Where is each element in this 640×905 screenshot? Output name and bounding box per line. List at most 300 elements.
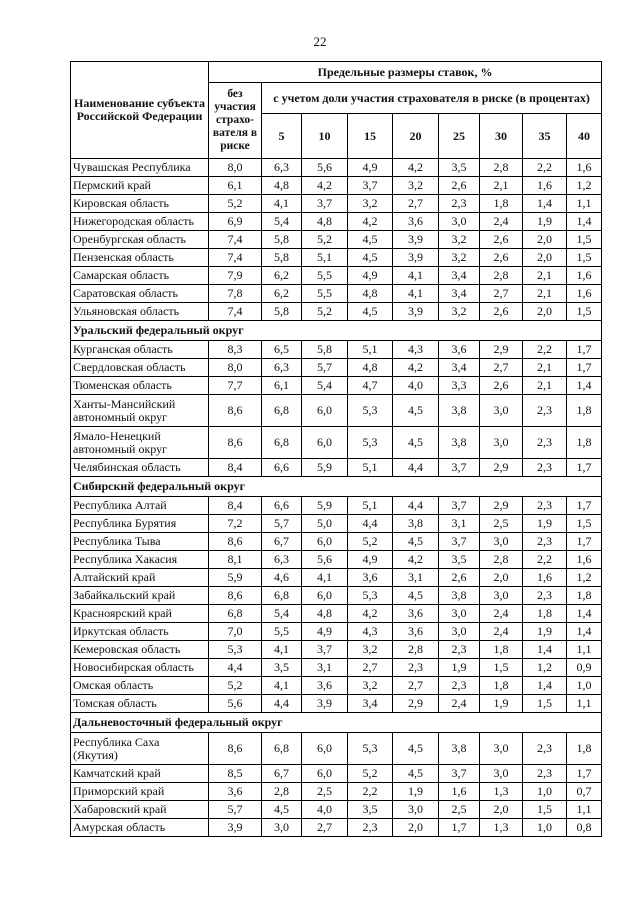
share-rate-cell: 1,7 [567, 341, 602, 359]
share-rate-cell: 1,7 [567, 497, 602, 515]
share-rate-cell: 2,6 [439, 569, 480, 587]
table-row [71, 515, 602, 533]
share-rate-cell: 5,4 [262, 213, 302, 231]
share-rate-cell: 3,1 [393, 569, 439, 587]
share-rate-cell: 6,0 [302, 395, 348, 427]
share-rate-cell: 2,7 [480, 359, 523, 377]
share-percent-header: 30 [480, 114, 523, 159]
table-body [71, 159, 602, 837]
share-rate-cell: 2,2 [348, 783, 393, 801]
table-row [71, 783, 602, 801]
share-rate-cell: 2,6 [480, 377, 523, 395]
share-rate-cell: 2,3 [439, 195, 480, 213]
share-rate-cell: 2,3 [348, 819, 393, 837]
share-rate-cell: 4,4 [262, 695, 302, 713]
share-rate-cell: 4,2 [348, 605, 393, 623]
share-rate-cell: 3,0 [480, 427, 523, 459]
table-row [71, 303, 602, 321]
share-rate-cell: 3,8 [439, 427, 480, 459]
share-rate-cell: 6,0 [302, 765, 348, 783]
share-rate-cell: 1,2 [567, 569, 602, 587]
share-rate-cell: 1,4 [567, 623, 602, 641]
share-rate-cell: 3,1 [439, 515, 480, 533]
share-rate-cell: 2,3 [523, 497, 567, 515]
share-rate-cell: 4,2 [302, 177, 348, 195]
region-name-cell: Красноярский край [71, 605, 209, 623]
share-rate-cell: 6,6 [262, 459, 302, 477]
table-row [71, 533, 602, 551]
share-rate-cell: 1,4 [567, 377, 602, 395]
table-row [71, 195, 602, 213]
with-share-header: с учетом доли участия страхователя в риске (в процентах) [262, 83, 602, 114]
share-rate-cell: 1,4 [523, 641, 567, 659]
share-rate-cell: 4,8 [262, 177, 302, 195]
share-rate-cell: 2,8 [393, 641, 439, 659]
table-row [71, 497, 602, 515]
share-rate-cell: 2,3 [523, 459, 567, 477]
share-rate-cell: 1,6 [567, 159, 602, 177]
table-row [71, 359, 602, 377]
region-name-cell: Свердловская область [71, 359, 209, 377]
share-rate-cell: 1,6 [523, 569, 567, 587]
district-row [71, 713, 602, 733]
no-share-rate-cell: 5,3 [209, 641, 262, 659]
share-rate-cell: 1,3 [480, 783, 523, 801]
share-rate-cell: 1,6 [439, 783, 480, 801]
share-rate-cell: 2,8 [480, 551, 523, 569]
share-rate-cell: 3,8 [439, 587, 480, 605]
share-rate-cell: 5,6 [302, 551, 348, 569]
no-share-rate-cell: 5,2 [209, 677, 262, 695]
share-rate-cell: 3,7 [302, 641, 348, 659]
share-rate-cell: 5,1 [302, 249, 348, 267]
region-name-cell: Забайкальский край [71, 587, 209, 605]
page-number: 22 [313, 34, 327, 49]
table-row [71, 267, 602, 285]
no-share-rate-cell: 8,1 [209, 551, 262, 569]
no-share-rate-cell: 8,6 [209, 395, 262, 427]
region-name-cell: Тюменская область [71, 377, 209, 395]
no-share-rate-cell: 6,8 [209, 605, 262, 623]
region-name-cell: Оренбургская область [71, 231, 209, 249]
share-rate-cell: 3,6 [348, 569, 393, 587]
share-rate-cell: 3,0 [480, 733, 523, 765]
share-rate-cell: 1,1 [567, 641, 602, 659]
share-rate-cell: 1,7 [567, 765, 602, 783]
share-rate-cell: 1,5 [567, 231, 602, 249]
share-rate-cell: 2,1 [523, 285, 567, 303]
share-rate-cell: 3,8 [393, 515, 439, 533]
share-rate-cell: 3,7 [348, 177, 393, 195]
region-name-cell: Ульяновская область [71, 303, 209, 321]
share-rate-cell: 2,8 [480, 159, 523, 177]
table-row [71, 551, 602, 569]
share-rate-cell: 2,2 [523, 341, 567, 359]
table-row [71, 395, 602, 427]
share-rate-cell: 3,9 [302, 695, 348, 713]
share-rate-cell: 1,9 [393, 783, 439, 801]
share-rate-cell: 5,3 [348, 733, 393, 765]
table-row [71, 765, 602, 783]
table-row [71, 819, 602, 837]
share-rate-cell: 4,2 [393, 159, 439, 177]
no-share-rate-cell: 8,0 [209, 359, 262, 377]
no-share-rate-cell: 7,4 [209, 249, 262, 267]
share-rate-cell: 3,2 [348, 641, 393, 659]
share-rate-cell: 4,8 [302, 213, 348, 231]
region-name-cell: Саратовская область [71, 285, 209, 303]
region-name-cell: Алтайский край [71, 569, 209, 587]
region-name-cell: Кемеровская область [71, 641, 209, 659]
share-rate-cell: 6,7 [262, 765, 302, 783]
no-share-rate-cell: 7,9 [209, 267, 262, 285]
region-name-cell: Пермский край [71, 177, 209, 195]
table-header [71, 62, 602, 159]
share-rate-cell: 5,8 [262, 249, 302, 267]
share-rate-cell: 3,7 [439, 765, 480, 783]
share-rate-cell: 4,7 [348, 377, 393, 395]
share-rate-cell: 4,2 [348, 213, 393, 231]
share-rate-cell: 3,9 [393, 231, 439, 249]
share-rate-cell: 5,4 [302, 377, 348, 395]
share-rate-cell: 2,3 [523, 427, 567, 459]
share-percent-header: 10 [302, 114, 348, 159]
share-rate-cell: 2,8 [262, 783, 302, 801]
share-rate-cell: 4,3 [348, 623, 393, 641]
share-rate-cell: 6,0 [302, 427, 348, 459]
share-rate-cell: 2,6 [480, 249, 523, 267]
share-rate-cell: 1,8 [480, 195, 523, 213]
share-rate-cell: 3,7 [439, 497, 480, 515]
share-rate-cell: 1,9 [480, 695, 523, 713]
share-rate-cell: 4,2 [393, 551, 439, 569]
table-row [71, 695, 602, 713]
share-rate-cell: 4,5 [393, 733, 439, 765]
share-rate-cell: 3,7 [439, 533, 480, 551]
share-rate-cell: 3,0 [393, 801, 439, 819]
table-row [71, 231, 602, 249]
region-name-cell: Республика Бурятия [71, 515, 209, 533]
table-row [71, 285, 602, 303]
district-row [71, 321, 602, 341]
share-rate-cell: 1,4 [567, 605, 602, 623]
share-rate-cell: 4,1 [262, 195, 302, 213]
share-rate-cell: 2,6 [480, 303, 523, 321]
share-rate-cell: 6,3 [262, 359, 302, 377]
share-rate-cell: 6,2 [262, 285, 302, 303]
share-rate-cell: 1,8 [480, 641, 523, 659]
share-rate-cell: 2,0 [393, 819, 439, 837]
share-rate-cell: 2,1 [480, 177, 523, 195]
share-rate-cell: 1,5 [567, 249, 602, 267]
share-rate-cell: 1,8 [567, 395, 602, 427]
share-rate-cell: 1,0 [523, 783, 567, 801]
share-rate-cell: 4,5 [393, 533, 439, 551]
share-rate-cell: 5,1 [348, 459, 393, 477]
share-rate-cell: 4,5 [393, 395, 439, 427]
share-rate-cell: 4,1 [302, 569, 348, 587]
share-rate-cell: 5,1 [348, 341, 393, 359]
no-share-rate-cell: 8,3 [209, 341, 262, 359]
share-rate-cell: 1,7 [567, 359, 602, 377]
share-rate-cell: 4,5 [348, 249, 393, 267]
region-name-cell: Республика Хакасия [71, 551, 209, 569]
share-rate-cell: 4,9 [348, 551, 393, 569]
share-rate-cell: 2,4 [480, 623, 523, 641]
share-rate-cell: 0,9 [567, 659, 602, 677]
district-row [71, 477, 602, 497]
share-rate-cell: 6,7 [262, 533, 302, 551]
share-rate-cell: 1,0 [567, 677, 602, 695]
share-rate-cell: 3,4 [439, 285, 480, 303]
no-share-rate-cell: 3,6 [209, 783, 262, 801]
share-rate-cell: 5,9 [302, 459, 348, 477]
no-share-rate-cell: 7,0 [209, 623, 262, 641]
share-rate-cell: 5,0 [302, 515, 348, 533]
share-rate-cell: 5,4 [262, 605, 302, 623]
share-rate-cell: 4,5 [262, 801, 302, 819]
share-percent-header: 20 [393, 114, 439, 159]
region-name-cell: Новосибирская область [71, 659, 209, 677]
share-rate-cell: 3,8 [439, 733, 480, 765]
region-name-cell: Республика Тыва [71, 533, 209, 551]
share-rate-cell: 2,6 [480, 231, 523, 249]
share-rate-cell: 1,7 [567, 459, 602, 477]
share-rate-cell: 3,0 [262, 819, 302, 837]
table-row [71, 677, 602, 695]
table-row [71, 801, 602, 819]
share-rate-cell: 2,3 [523, 587, 567, 605]
share-rate-cell: 3,7 [302, 195, 348, 213]
share-rate-cell: 3,4 [348, 695, 393, 713]
share-rate-cell: 6,3 [262, 551, 302, 569]
share-rate-cell: 6,5 [262, 341, 302, 359]
share-rate-cell: 2,5 [302, 783, 348, 801]
region-name-cell: Курганская область [71, 341, 209, 359]
share-percent-header: 5 [262, 114, 302, 159]
share-rate-cell: 1,7 [567, 533, 602, 551]
region-name-cell: Кировская область [71, 195, 209, 213]
table-row [71, 341, 602, 359]
share-rate-cell: 3,2 [439, 303, 480, 321]
share-rate-cell: 1,6 [567, 285, 602, 303]
share-rate-cell: 4,9 [348, 267, 393, 285]
region-name-cell: Приморский край [71, 783, 209, 801]
share-rate-cell: 2,7 [393, 195, 439, 213]
share-rate-cell: 1,5 [480, 659, 523, 677]
share-rate-cell: 3,0 [439, 213, 480, 231]
share-rate-cell: 3,6 [302, 677, 348, 695]
no-share-rate-cell: 5,7 [209, 801, 262, 819]
share-rate-cell: 5,8 [262, 303, 302, 321]
table-row [71, 427, 602, 459]
table-row [71, 459, 602, 477]
share-rate-cell: 2,3 [523, 733, 567, 765]
share-rate-cell: 2,4 [480, 213, 523, 231]
share-rate-cell: 6,0 [302, 533, 348, 551]
share-rate-cell: 1,2 [523, 659, 567, 677]
share-rate-cell: 2,6 [439, 177, 480, 195]
table-row [71, 377, 602, 395]
no-share-rate-cell: 8,4 [209, 497, 262, 515]
share-rate-cell: 1,3 [480, 819, 523, 837]
share-rate-cell: 4,1 [262, 677, 302, 695]
share-rate-cell: 5,2 [302, 303, 348, 321]
no-share-rate-cell: 3,9 [209, 819, 262, 837]
share-rate-cell: 3,5 [439, 159, 480, 177]
share-rate-cell: 3,0 [480, 533, 523, 551]
region-name-cell: Самарская область [71, 267, 209, 285]
table-row [71, 177, 602, 195]
share-rate-cell: 2,5 [439, 801, 480, 819]
share-rate-cell: 5,6 [302, 159, 348, 177]
share-rate-cell: 3,0 [439, 605, 480, 623]
share-rate-cell: 3,8 [439, 395, 480, 427]
share-rate-cell: 2,3 [393, 659, 439, 677]
share-rate-cell: 3,0 [480, 765, 523, 783]
share-percent-header: 25 [439, 114, 480, 159]
district-title: Сибирский федеральный округ [71, 477, 602, 497]
share-rate-cell: 1,8 [567, 587, 602, 605]
no-share-column-header: без участия страхо-вателя в риске [209, 83, 262, 159]
share-rate-cell: 1,7 [439, 819, 480, 837]
share-rate-cell: 1,9 [523, 515, 567, 533]
table-row [71, 213, 602, 231]
share-rate-cell: 5,3 [348, 395, 393, 427]
share-rate-cell: 2,9 [480, 459, 523, 477]
share-rate-cell: 5,7 [262, 515, 302, 533]
share-rate-cell: 6,3 [262, 159, 302, 177]
share-rate-cell: 6,8 [262, 427, 302, 459]
share-rate-cell: 1,5 [523, 695, 567, 713]
share-percent-header: 35 [523, 114, 567, 159]
share-rate-cell: 2,8 [480, 267, 523, 285]
no-share-rate-cell: 8,0 [209, 159, 262, 177]
share-rate-cell: 4,8 [348, 285, 393, 303]
region-name-cell: Хабаровский край [71, 801, 209, 819]
share-rate-cell: 5,5 [302, 285, 348, 303]
table-row [71, 733, 602, 765]
share-rate-cell: 2,4 [480, 605, 523, 623]
share-rate-cell: 3,0 [480, 587, 523, 605]
table-row [71, 249, 602, 267]
table-row [71, 159, 602, 177]
share-rate-cell: 6,0 [302, 733, 348, 765]
share-rate-cell: 2,0 [523, 249, 567, 267]
share-rate-cell: 6,0 [302, 587, 348, 605]
share-rate-cell: 4,3 [393, 341, 439, 359]
share-rate-cell: 5,1 [348, 497, 393, 515]
share-rate-cell: 2,0 [480, 569, 523, 587]
share-rate-cell: 4,4 [393, 459, 439, 477]
region-name-cell: Республика Саха (Якутия) [71, 733, 209, 765]
region-name-cell: Ханты-Мансийский автономный округ [71, 395, 209, 427]
no-share-rate-cell: 7,4 [209, 303, 262, 321]
share-rate-cell: 2,1 [523, 377, 567, 395]
share-rate-cell: 1,2 [567, 177, 602, 195]
share-rate-cell: 1,1 [567, 695, 602, 713]
share-rate-cell: 1,8 [480, 677, 523, 695]
share-rate-cell: 4,5 [393, 765, 439, 783]
table-row [71, 659, 602, 677]
share-rate-cell: 2,3 [523, 765, 567, 783]
share-rate-cell: 4,5 [348, 231, 393, 249]
share-rate-cell: 2,0 [523, 231, 567, 249]
share-rate-cell: 1,5 [523, 801, 567, 819]
share-rate-cell: 3,2 [348, 677, 393, 695]
region-name-cell: Пензенская область [71, 249, 209, 267]
share-percent-header: 40 [567, 114, 602, 159]
table-row [71, 623, 602, 641]
share-rate-cell: 4,4 [348, 515, 393, 533]
share-rate-cell: 1,9 [439, 659, 480, 677]
share-percent-header: 15 [348, 114, 393, 159]
share-rate-cell: 3,9 [393, 303, 439, 321]
share-rate-cell: 3,6 [393, 623, 439, 641]
share-rate-cell: 1,8 [567, 427, 602, 459]
no-share-rate-cell: 7,4 [209, 231, 262, 249]
share-rate-cell: 1,9 [523, 213, 567, 231]
share-rate-cell: 1,1 [567, 195, 602, 213]
share-rate-cell: 4,9 [302, 623, 348, 641]
share-rate-cell: 2,7 [480, 285, 523, 303]
share-rate-cell: 1,1 [567, 801, 602, 819]
share-rate-cell: 5,3 [348, 427, 393, 459]
no-share-rate-cell: 4,4 [209, 659, 262, 677]
share-rate-cell: 6,8 [262, 395, 302, 427]
share-rate-cell: 4,0 [393, 377, 439, 395]
share-rate-cell: 0,7 [567, 783, 602, 801]
region-name-cell: Чувашская Республика [71, 159, 209, 177]
share-rate-cell: 4,2 [393, 359, 439, 377]
share-rate-cell: 3,6 [393, 213, 439, 231]
no-share-rate-cell: 8,6 [209, 427, 262, 459]
region-name-cell: Челябинская область [71, 459, 209, 477]
share-rate-cell: 4,0 [302, 801, 348, 819]
share-rate-cell: 4,1 [262, 641, 302, 659]
rates-table [70, 61, 602, 837]
share-rate-cell: 5,9 [302, 497, 348, 515]
district-title: Дальневосточный федеральный округ [71, 713, 602, 733]
share-rate-cell: 5,2 [302, 231, 348, 249]
region-name-cell: Иркутская область [71, 623, 209, 641]
share-rate-cell: 2,7 [302, 819, 348, 837]
share-rate-cell: 4,5 [348, 303, 393, 321]
region-column-header: Наименование субъекта Российской Федерации [71, 62, 209, 159]
region-name-cell: Ямало-Ненецкий автономный округ [71, 427, 209, 459]
no-share-rate-cell: 5,9 [209, 569, 262, 587]
share-rate-cell: 1,5 [567, 303, 602, 321]
share-rate-cell: 5,3 [348, 587, 393, 605]
share-rate-cell: 1,4 [523, 677, 567, 695]
share-rate-cell: 3,7 [439, 459, 480, 477]
share-rate-cell: 6,1 [262, 377, 302, 395]
share-rate-cell: 1,6 [567, 551, 602, 569]
district-title: Уральский федеральный округ [71, 321, 602, 341]
share-rate-cell: 5,5 [262, 623, 302, 641]
share-rate-cell: 3,6 [393, 605, 439, 623]
share-rate-cell: 5,2 [348, 765, 393, 783]
share-rate-cell: 0,8 [567, 819, 602, 837]
table-row [71, 605, 602, 623]
share-rate-cell: 3,5 [348, 801, 393, 819]
share-rate-cell: 4,5 [393, 587, 439, 605]
share-rate-cell: 6,6 [262, 497, 302, 515]
share-rate-cell: 5,8 [302, 341, 348, 359]
share-rate-cell: 2,5 [480, 515, 523, 533]
share-rate-cell: 1,6 [567, 267, 602, 285]
share-rate-cell: 3,4 [439, 359, 480, 377]
